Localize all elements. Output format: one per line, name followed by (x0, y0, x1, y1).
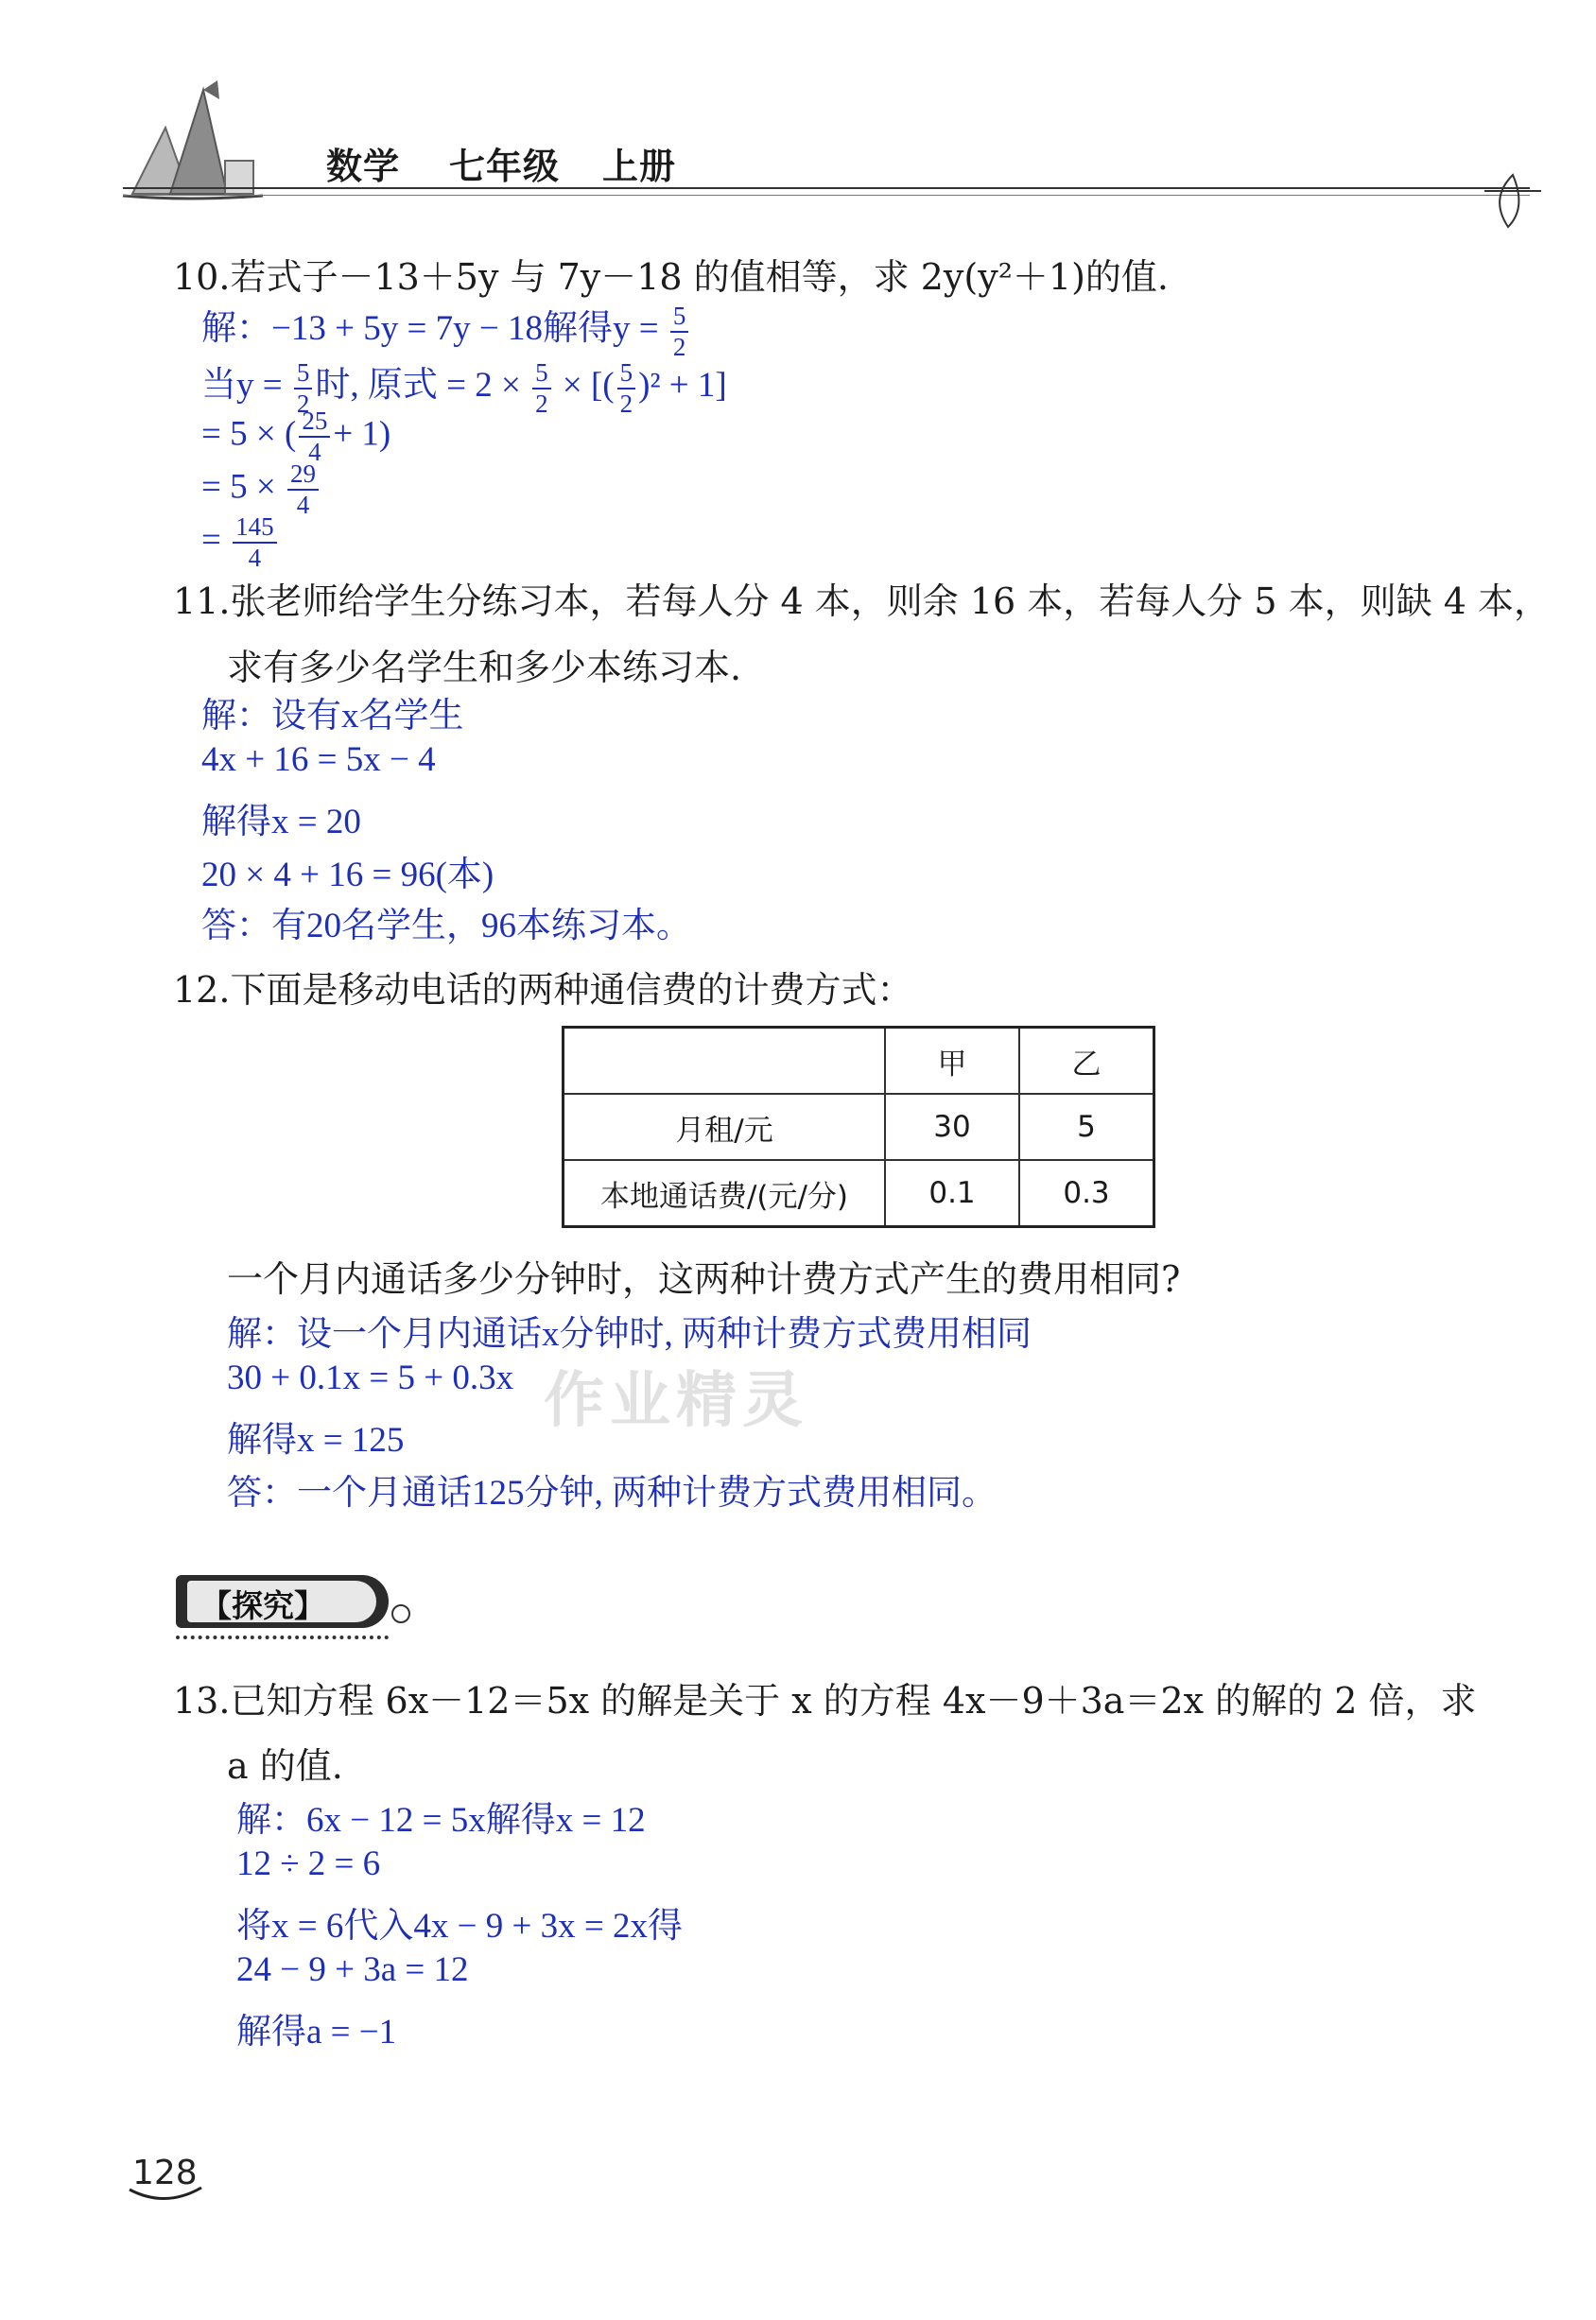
solution-line: 答：有20名学生，96本练习本。 (201, 907, 691, 945)
table-row (564, 1160, 1154, 1227)
solution-text: = 5 × (201, 467, 276, 507)
solution-line: 30 + 0.1x = 5 + 0.3x (227, 1359, 514, 1397)
solution-text: )² + 1] (638, 366, 727, 405)
table-header-cell (564, 1028, 886, 1095)
question-11-text (173, 572, 1550, 624)
header-volume: 上册 (602, 146, 677, 187)
question-number: 13. (173, 1680, 231, 1722)
fraction: $\frac{5}{2}$ (532, 360, 551, 417)
table-row (564, 1028, 1154, 1095)
question-number: 11. (173, 580, 231, 622)
solution-text: = 5 × ( (201, 414, 297, 454)
question-13-text-line2: a 的值. (227, 1745, 343, 1787)
table-header-cell: 乙 (1019, 1028, 1154, 1095)
question-number: 10. (173, 256, 231, 298)
question-body: 若式子－13＋5y 与 7y－18 的值相等，求 2y(y²＋1)的值. (230, 256, 1170, 298)
solution-line (201, 355, 727, 417)
header-subject: 数学 (326, 146, 401, 187)
leaf-ornament-icon (1484, 170, 1541, 236)
solution-line: 解得a = −1 (236, 2013, 397, 2052)
page-number-swoosh-icon (128, 2184, 203, 2207)
table-cell: 30 (885, 1094, 1019, 1160)
section-dotted-rule (176, 1636, 389, 1639)
question-12-prompt: 一个月内通话多少分钟时，这两种计费方式产生的费用相同? (227, 1258, 1181, 1300)
question-13-text (173, 1671, 1476, 1723)
header-rule-thin (123, 195, 1530, 196)
solution-label: 解： (201, 309, 271, 348)
question-10-text (173, 248, 1169, 300)
book-logo-icon (113, 71, 265, 203)
solution-text: + 1) (333, 414, 391, 454)
table-cell: 本地通话费/(元/分) (564, 1160, 886, 1227)
solution-text: × [( (562, 366, 615, 405)
solution-line: 12 ÷ 2 = 6 (236, 1844, 381, 1883)
solution-line: 答：一个月通话125分钟, 两种计费方式费用相同。 (227, 1474, 997, 1513)
solution-line (201, 408, 390, 465)
page-number: 128 (132, 2154, 198, 2192)
solution-text: 时, 原式 = 2 × (315, 366, 521, 405)
fraction: $\frac{25}{4}$ (299, 408, 330, 465)
question-number: 12. (173, 969, 231, 1011)
header-rule (123, 187, 1530, 189)
solution-line: 24 − 9 + 3a = 12 (236, 1950, 469, 1989)
question-11-text-line2: 求有多少名学生和多少本练习本. (227, 647, 742, 688)
solution-line: 解得x = 20 (201, 803, 361, 841)
table-cell: 0.1 (885, 1160, 1019, 1227)
table-cell: 5 (1019, 1094, 1154, 1160)
fraction: $\frac{5}{2}$ (617, 360, 636, 417)
solution-line (201, 514, 280, 571)
solution-eq: −13 + 5y = 7y − 18解得y = (271, 309, 659, 348)
fraction: $\frac{5}{2}$ (670, 303, 689, 360)
solution-line: 4x + 16 = 5x − 4 (201, 740, 436, 779)
fraction: $\frac{5}{2}$ (294, 360, 313, 417)
solution-line: 解：设有x名学生 (201, 697, 464, 736)
solution-line (201, 461, 321, 518)
table-cell: 0.3 (1019, 1160, 1154, 1227)
solution-line: 20 × 4 + 16 = 96(本) (201, 856, 494, 894)
question-body: 已知方程 6x－12＝5x 的解是关于 x 的方程 4x－9＋3a＝2x 的解的 2 倍，求 (230, 1680, 1477, 1722)
section-label: 【探究】 (200, 1587, 325, 1624)
question-12-text (173, 961, 912, 1013)
question-body: 下面是移动电话的两种通信费的计费方式： (230, 969, 913, 1011)
question-body: 张老师给学生分练习本，若每人分 4 本，则余 16 本，若每人分 5 本，则缺 4 本， (230, 580, 1550, 622)
solution-line: 解得x = 125 (227, 1421, 405, 1460)
table-row (564, 1094, 1154, 1160)
solution-line: 解：6x − 12 = 5x解得x = 12 (236, 1801, 646, 1840)
table-header-cell: 甲 (885, 1028, 1019, 1095)
solution-text: = (201, 520, 221, 560)
header-grade: 七年级 (449, 146, 561, 187)
solution-line: 将x = 6代入4x − 9 + 3x = 2x得 (236, 1907, 683, 1946)
solution-line: 解：设一个月内通话x分钟时, 两种计费方式费用相同 (227, 1315, 1032, 1354)
watermark: 作业精灵 (544, 1366, 808, 1436)
table-cell: 月租/元 (564, 1094, 886, 1160)
fraction: $\frac{145}{4}$ (233, 514, 277, 571)
solution-line (201, 299, 691, 360)
fraction: $\frac{29}{4}$ (287, 461, 319, 518)
solution-text: 当y = (201, 366, 283, 405)
fee-table (562, 1026, 1155, 1228)
bubble-icon (390, 1602, 412, 1625)
